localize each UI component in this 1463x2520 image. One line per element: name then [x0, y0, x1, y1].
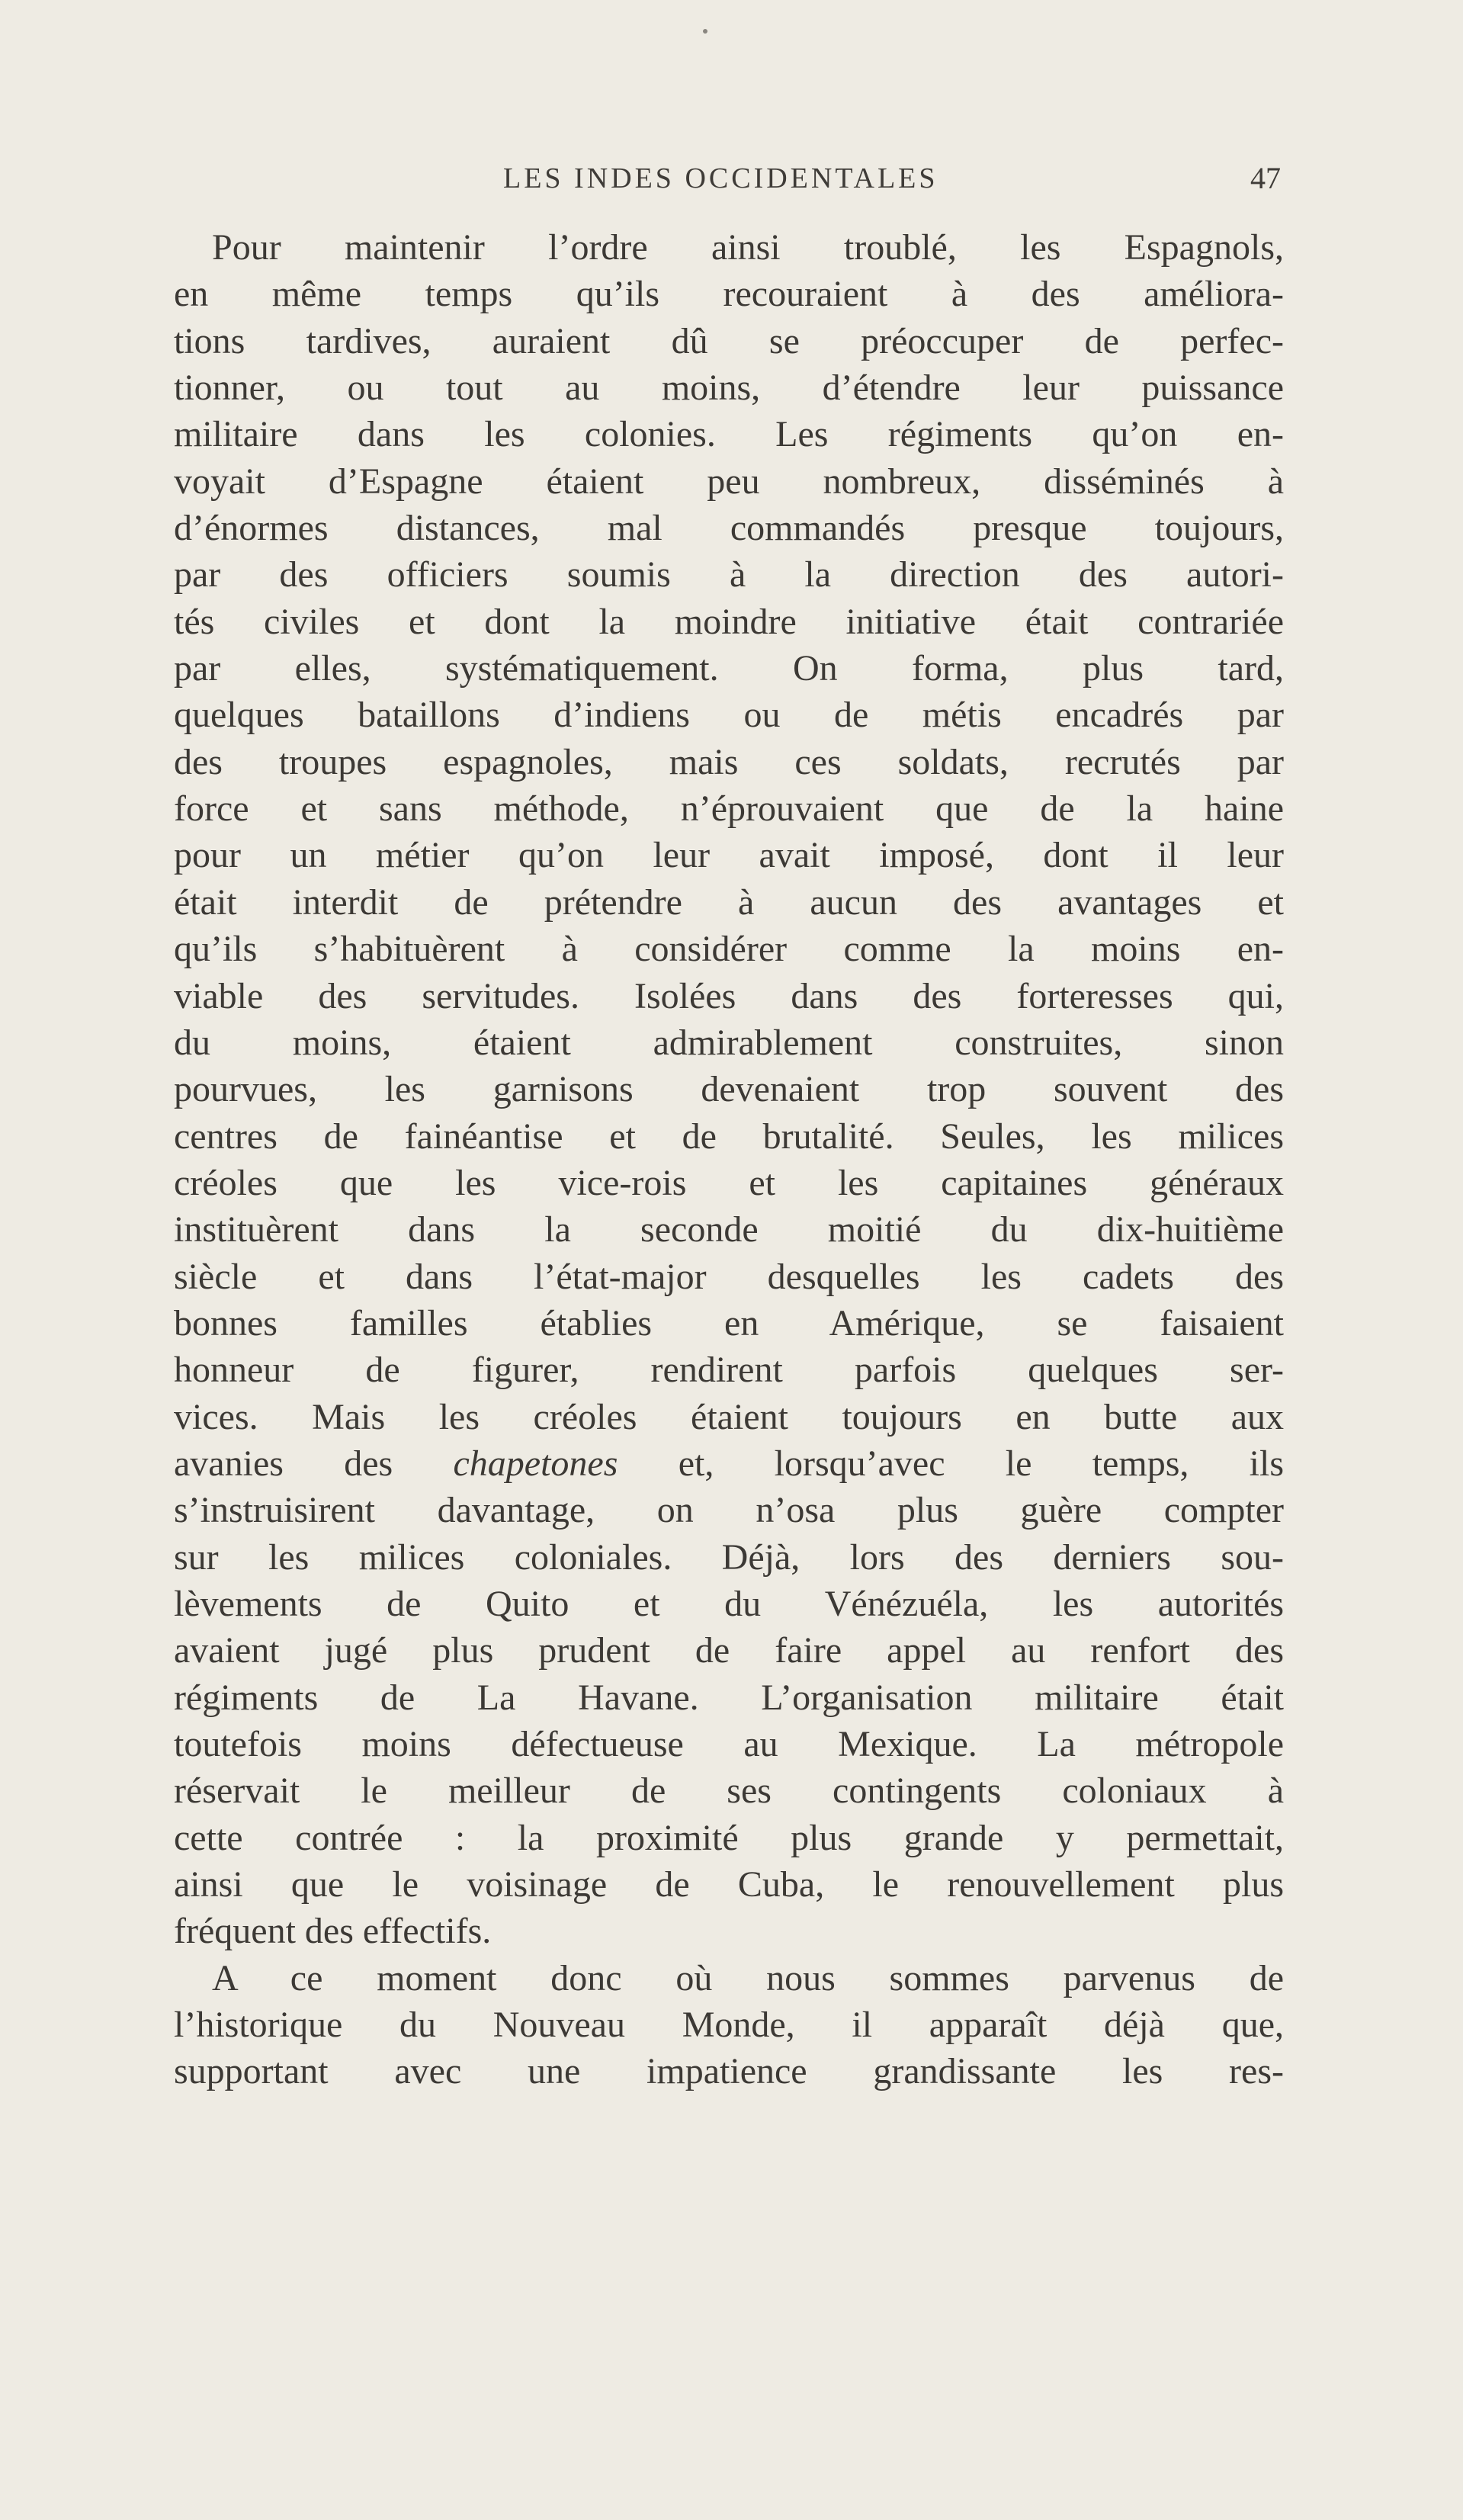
text-line: quelques bataillons d’indiens ou de métis encadrés par: [174, 695, 1284, 736]
text-line: en même temps qu’ils recouraient à des améliora-: [174, 274, 1284, 315]
text-line: tés civiles et dont la moindre initiative était contrariée: [174, 601, 1284, 642]
text-line: du moins, étaient admirablement construites, sinon: [174, 1022, 1284, 1063]
text-line: bonnes familles établies en Amérique, se faisaient: [174, 1302, 1284, 1343]
text-line-with-italic: [174, 1440, 1284, 1487]
text-line: pourvues, les garnisons devenaient trop souvent des: [174, 1069, 1284, 1110]
text-line: voyait d’Espagne étaient peu nombreux, disséminés à: [174, 461, 1284, 502]
italic-term: chapetones: [453, 1443, 618, 1484]
text-line: créoles que les vice-rois et les capitaines généraux: [174, 1162, 1284, 1203]
text-line: avaient jugé plus prudent de faire appel au renfort des: [174, 1630, 1284, 1671]
text-line: vices. Mais les créoles étaient toujours en butte aux: [174, 1396, 1284, 1437]
text-line: d’énormes distances, mal commandés presque toujours,: [174, 508, 1284, 549]
text-line: l’historique du Nouveau Monde, il apparaît déjà que,: [174, 2005, 1284, 2046]
text-segment: avanies des: [174, 1443, 454, 1484]
text-line: ainsi que le voisinage de Cuba, le renouvellement plus: [174, 1864, 1284, 1905]
text-line: centres de fainéantise et de brutalité. Seules, les milices: [174, 1116, 1284, 1157]
text-line: lèvements de Quito et du Vénézuéla, les autorités: [174, 1583, 1284, 1624]
text-line: des troupes espagnoles, mais ces soldats, recrutés par: [174, 741, 1284, 782]
text-line: réservait le meilleur de ses contingents coloniaux à: [174, 1770, 1284, 1812]
text-line: honneur de figurer, rendirent parfois quelques ser-: [174, 1350, 1284, 1391]
text-line: militaire dans les colonies. Les régiments qu’on en-: [174, 414, 1284, 455]
text-line: force et sans méthode, n’éprouvaient que de la haine: [174, 788, 1284, 830]
text-line: siècle et dans l’état-major desquelles les cadets des: [174, 1256, 1284, 1297]
text-line: régiments de La Havane. L’organisation militaire était: [174, 1677, 1284, 1718]
text-segment: et, lorsqu’avec le temps, ils: [618, 1443, 1284, 1484]
text-line: Pour maintenir l’ordre ainsi troublé, les Espagnols,: [212, 227, 1284, 268]
text-line: tions tardives, auraient dû se préoccuper de perfec-: [174, 320, 1284, 361]
page-header: [175, 152, 1281, 198]
text-line: fréquent des effectifs.: [174, 1911, 492, 1952]
body-text: [174, 224, 1284, 2095]
text-line: était interdit de prétendre à aucun des avantages et: [174, 881, 1284, 923]
text-line: pour un métier qu’on leur avait imposé, dont il leur: [174, 835, 1284, 876]
text-line: A ce moment donc où nous sommes parvenus de: [212, 1957, 1284, 1998]
text-line: toutefois moins défectueuse au Mexique. La métropole: [174, 1724, 1284, 1764]
print-speck: [703, 29, 707, 34]
text-line: sur les milices coloniales. Déjà, lors des derniers sou-: [174, 1536, 1284, 1578]
text-line: cette contrée : la proximité plus grande y permettait,: [174, 1817, 1284, 1858]
text-line: par des officiers soumis à la direction des autori-: [174, 554, 1284, 595]
text-line: supportant avec une impatience grandissante les res-: [174, 2051, 1284, 2092]
text-line: par elles, systématiquement. On forma, plus tard,: [174, 648, 1284, 689]
text-line: instituèrent dans la seconde moitié du dix-huitième: [174, 1209, 1284, 1250]
page-number: 47: [1250, 161, 1281, 195]
running-title: LES INDES OCCIDENTALES: [503, 162, 938, 194]
text-line: viable des servitudes. Isolées dans des forteresses qui,: [174, 975, 1284, 1016]
text-line: tionner, ou tout au moins, d’étendre leur puissance: [174, 368, 1284, 409]
text-line: s’instruisirent davantage, on n’osa plus guère compter: [174, 1490, 1284, 1531]
text-line: qu’ils s’habituèrent à considérer comme la moins en-: [174, 929, 1284, 970]
